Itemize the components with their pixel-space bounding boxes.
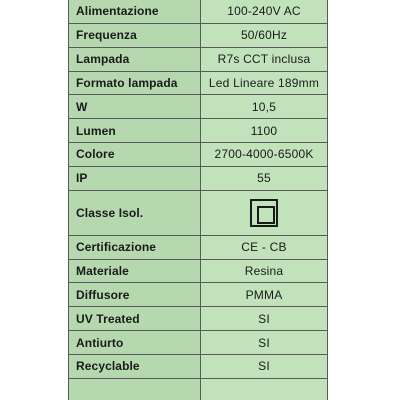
row-label: Colore bbox=[69, 143, 201, 167]
table-row-formato-lampada bbox=[69, 71, 328, 95]
row-label: UV Treated bbox=[69, 307, 201, 331]
row-label: Certificazione bbox=[69, 235, 201, 259]
row-value: Resina bbox=[201, 259, 328, 283]
table-row-materiale bbox=[69, 259, 328, 283]
row-value: PMMA bbox=[201, 283, 328, 307]
row-value: 1100 bbox=[201, 119, 328, 143]
row-label: Frequenza bbox=[69, 23, 201, 47]
row-value: R7s CCT inclusa bbox=[201, 47, 328, 71]
table-row-uv-treated bbox=[69, 307, 328, 331]
table-row-ip bbox=[69, 166, 328, 190]
table-row-classe-isol bbox=[69, 190, 328, 235]
table-row-certificazione bbox=[69, 235, 328, 259]
row-value: SI bbox=[201, 331, 328, 355]
row-label: Antiurto bbox=[69, 331, 201, 355]
table-row-empty bbox=[69, 378, 328, 400]
row-label: Diffusore bbox=[69, 283, 201, 307]
table-row-antiurto bbox=[69, 331, 328, 355]
row-value: SI bbox=[201, 307, 328, 331]
row-label: Classe Isol. bbox=[69, 190, 201, 235]
row-value bbox=[201, 378, 328, 400]
spec-table bbox=[68, 0, 328, 400]
table-row-diffusore bbox=[69, 283, 328, 307]
row-value: 10,5 bbox=[201, 95, 328, 119]
row-value: CE - CB bbox=[201, 235, 328, 259]
row-value: 2700-4000-6500K bbox=[201, 143, 328, 167]
row-value bbox=[201, 190, 328, 235]
class-ii-double-square-icon bbox=[250, 199, 278, 227]
row-label: W bbox=[69, 95, 201, 119]
table-row-w bbox=[69, 95, 328, 119]
row-label: Formato lampada bbox=[69, 71, 201, 95]
row-value: SI bbox=[201, 354, 328, 378]
row-value: Led Lineare 189mm bbox=[201, 71, 328, 95]
row-value: 55 bbox=[201, 166, 328, 190]
row-value: 100-240V AC bbox=[201, 0, 328, 23]
table-row-recyclable bbox=[69, 354, 328, 378]
table-row-alimentazione bbox=[69, 0, 328, 23]
table-row-frequenza bbox=[69, 23, 328, 47]
row-label bbox=[69, 378, 201, 400]
row-label: Lampada bbox=[69, 47, 201, 71]
row-label: Recyclable bbox=[69, 354, 201, 378]
row-label: Alimentazione bbox=[69, 0, 201, 23]
row-label: Materiale bbox=[69, 259, 201, 283]
table-row-colore bbox=[69, 143, 328, 167]
row-label: Lumen bbox=[69, 119, 201, 143]
row-label: IP bbox=[69, 166, 201, 190]
table-row-lumen bbox=[69, 119, 328, 143]
table-row-lampada bbox=[69, 47, 328, 71]
row-value: 50/60Hz bbox=[201, 23, 328, 47]
